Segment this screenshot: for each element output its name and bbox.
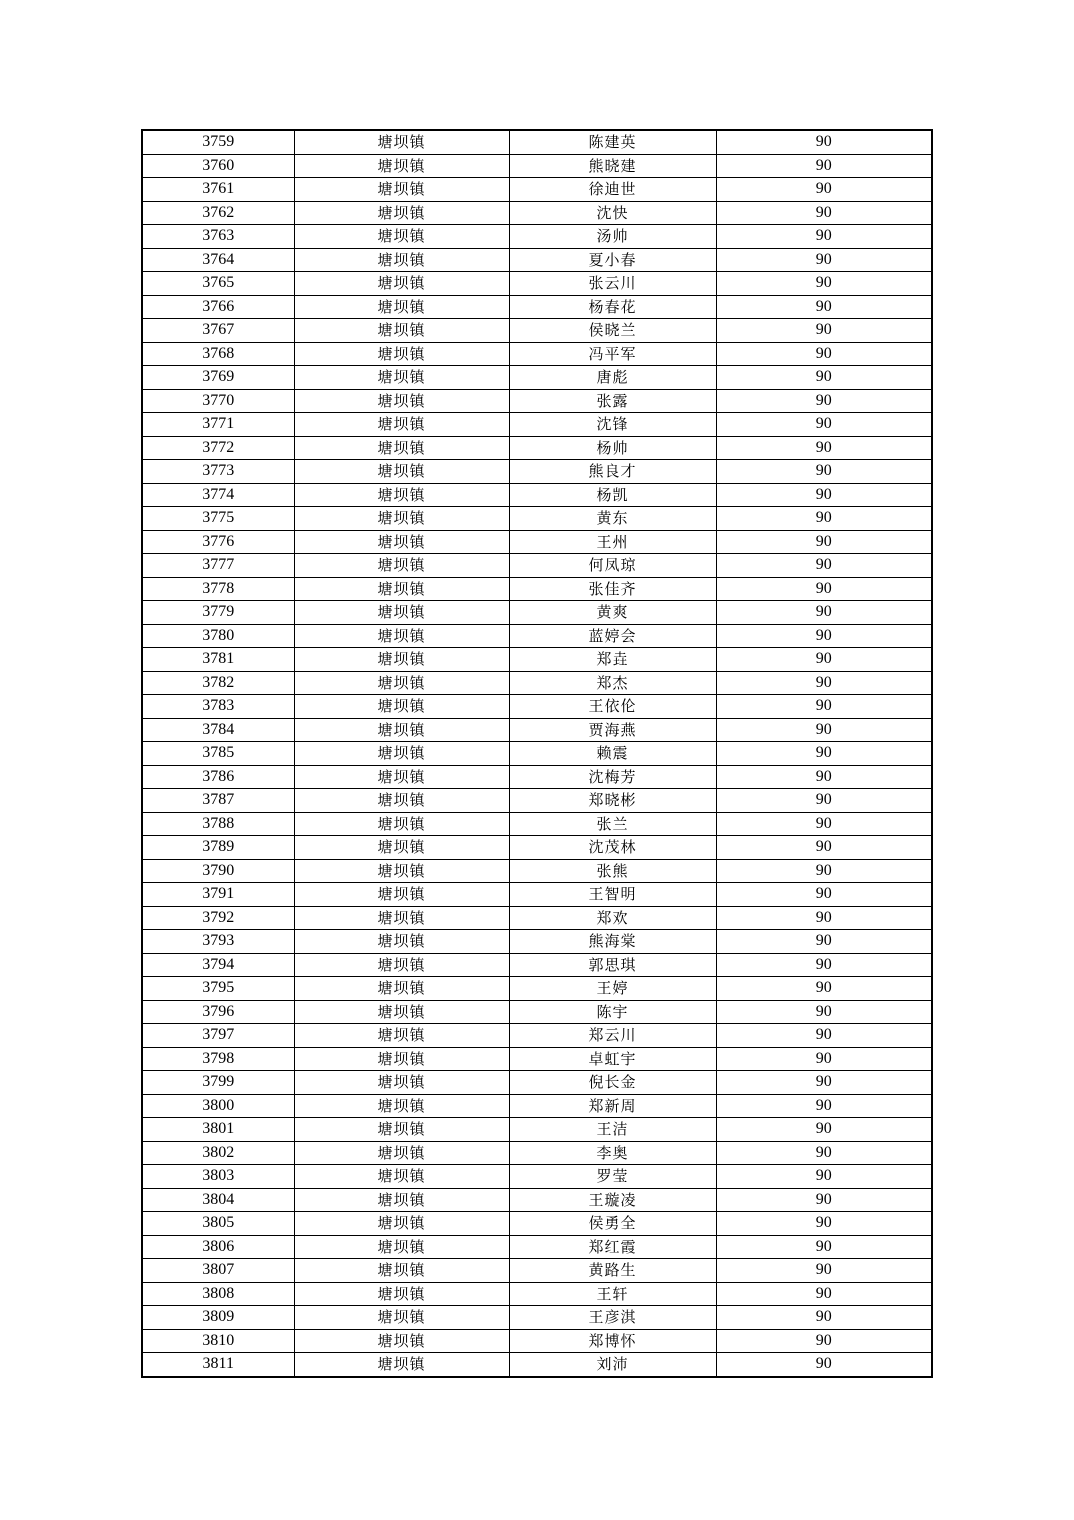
table-row [142, 1000, 932, 1024]
cell-person-name: 刘沛 [509, 1353, 716, 1377]
cell-score: 90 [716, 295, 932, 319]
cell-serial-number: 3780 [142, 624, 294, 648]
cell-score: 90 [716, 342, 932, 366]
table-row [142, 765, 932, 789]
cell-town: 塘坝镇 [294, 1165, 509, 1189]
cell-town: 塘坝镇 [294, 765, 509, 789]
table-row [142, 507, 932, 531]
table-row [142, 1118, 932, 1142]
cell-score: 90 [716, 648, 932, 672]
table-row [142, 1235, 932, 1259]
roster-table-body [142, 130, 932, 1377]
cell-score: 90 [716, 695, 932, 719]
cell-score: 90 [716, 1353, 932, 1377]
table-row [142, 1353, 932, 1377]
table-row [142, 554, 932, 578]
cell-score: 90 [716, 530, 932, 554]
table-row [142, 201, 932, 225]
cell-town: 塘坝镇 [294, 1282, 509, 1306]
cell-serial-number: 3779 [142, 601, 294, 625]
cell-town: 塘坝镇 [294, 812, 509, 836]
cell-town: 塘坝镇 [294, 953, 509, 977]
table-row [142, 1024, 932, 1048]
table-row [142, 248, 932, 272]
cell-person-name: 黄东 [509, 507, 716, 531]
cell-score: 90 [716, 1212, 932, 1236]
cell-score: 90 [716, 1188, 932, 1212]
cell-person-name: 冯平军 [509, 342, 716, 366]
cell-score: 90 [716, 836, 932, 860]
cell-serial-number: 3798 [142, 1047, 294, 1071]
cell-town: 塘坝镇 [294, 1118, 509, 1142]
cell-serial-number: 3776 [142, 530, 294, 554]
table-row [142, 389, 932, 413]
cell-town: 塘坝镇 [294, 859, 509, 883]
cell-score: 90 [716, 248, 932, 272]
cell-serial-number: 3799 [142, 1071, 294, 1095]
cell-serial-number: 3788 [142, 812, 294, 836]
cell-score: 90 [716, 1282, 932, 1306]
table-row [142, 789, 932, 813]
cell-score: 90 [716, 178, 932, 202]
cell-score: 90 [716, 883, 932, 907]
cell-person-name: 杨凯 [509, 483, 716, 507]
cell-serial-number: 3759 [142, 130, 294, 154]
cell-person-name: 张露 [509, 389, 716, 413]
cell-serial-number: 3811 [142, 1353, 294, 1377]
table-row [142, 859, 932, 883]
cell-serial-number: 3796 [142, 1000, 294, 1024]
cell-person-name: 郑博怀 [509, 1329, 716, 1353]
cell-person-name: 侯勇全 [509, 1212, 716, 1236]
cell-score: 90 [716, 436, 932, 460]
table-row [142, 906, 932, 930]
cell-serial-number: 3771 [142, 413, 294, 437]
cell-person-name: 郑云川 [509, 1024, 716, 1048]
cell-serial-number: 3770 [142, 389, 294, 413]
table-row [142, 742, 932, 766]
cell-town: 塘坝镇 [294, 930, 509, 954]
cell-score: 90 [716, 507, 932, 531]
cell-person-name: 熊良才 [509, 460, 716, 484]
cell-town: 塘坝镇 [294, 130, 509, 154]
table-row [142, 1306, 932, 1330]
cell-person-name: 沈锋 [509, 413, 716, 437]
cell-town: 塘坝镇 [294, 225, 509, 249]
table-row [142, 977, 932, 1001]
cell-score: 90 [716, 130, 932, 154]
cell-town: 塘坝镇 [294, 1047, 509, 1071]
cell-serial-number: 3803 [142, 1165, 294, 1189]
cell-town: 塘坝镇 [294, 1071, 509, 1095]
cell-serial-number: 3772 [142, 436, 294, 460]
cell-score: 90 [716, 319, 932, 343]
cell-town: 塘坝镇 [294, 1000, 509, 1024]
cell-serial-number: 3767 [142, 319, 294, 343]
cell-person-name: 熊晓建 [509, 154, 716, 178]
cell-serial-number: 3793 [142, 930, 294, 954]
cell-score: 90 [716, 601, 932, 625]
cell-person-name: 贾海燕 [509, 718, 716, 742]
cell-town: 塘坝镇 [294, 1188, 509, 1212]
table-row [142, 718, 932, 742]
cell-serial-number: 3763 [142, 225, 294, 249]
table-row [142, 225, 932, 249]
cell-serial-number: 3782 [142, 671, 294, 695]
cell-serial-number: 3805 [142, 1212, 294, 1236]
table-row [142, 1212, 932, 1236]
cell-town: 塘坝镇 [294, 1329, 509, 1353]
cell-town: 塘坝镇 [294, 413, 509, 437]
cell-person-name: 郑杰 [509, 671, 716, 695]
cell-person-name: 熊海棠 [509, 930, 716, 954]
table-row [142, 883, 932, 907]
cell-serial-number: 3760 [142, 154, 294, 178]
cell-town: 塘坝镇 [294, 483, 509, 507]
cell-score: 90 [716, 953, 932, 977]
table-row [142, 648, 932, 672]
cell-serial-number: 3768 [142, 342, 294, 366]
cell-score: 90 [716, 765, 932, 789]
table-row [142, 366, 932, 390]
cell-score: 90 [716, 1141, 932, 1165]
cell-score: 90 [716, 1094, 932, 1118]
cell-town: 塘坝镇 [294, 201, 509, 225]
cell-serial-number: 3784 [142, 718, 294, 742]
cell-person-name: 郑新周 [509, 1094, 716, 1118]
cell-town: 塘坝镇 [294, 695, 509, 719]
cell-person-name: 沈梅芳 [509, 765, 716, 789]
cell-score: 90 [716, 1047, 932, 1071]
cell-serial-number: 3778 [142, 577, 294, 601]
cell-score: 90 [716, 1000, 932, 1024]
cell-serial-number: 3791 [142, 883, 294, 907]
cell-serial-number: 3789 [142, 836, 294, 860]
table-row [142, 836, 932, 860]
cell-town: 塘坝镇 [294, 436, 509, 460]
cell-score: 90 [716, 225, 932, 249]
cell-person-name: 郑垚 [509, 648, 716, 672]
cell-person-name: 陈建英 [509, 130, 716, 154]
cell-town: 塘坝镇 [294, 1094, 509, 1118]
cell-person-name: 郑红霞 [509, 1235, 716, 1259]
cell-person-name: 黄爽 [509, 601, 716, 625]
cell-person-name: 沈快 [509, 201, 716, 225]
cell-town: 塘坝镇 [294, 154, 509, 178]
cell-score: 90 [716, 671, 932, 695]
cell-town: 塘坝镇 [294, 530, 509, 554]
cell-person-name: 王洁 [509, 1118, 716, 1142]
cell-person-name: 王婷 [509, 977, 716, 1001]
cell-town: 塘坝镇 [294, 319, 509, 343]
cell-score: 90 [716, 789, 932, 813]
cell-town: 塘坝镇 [294, 601, 509, 625]
cell-town: 塘坝镇 [294, 1212, 509, 1236]
cell-score: 90 [716, 1329, 932, 1353]
table-row [142, 1329, 932, 1353]
cell-serial-number: 3785 [142, 742, 294, 766]
cell-serial-number: 3761 [142, 178, 294, 202]
cell-score: 90 [716, 272, 932, 296]
cell-serial-number: 3800 [142, 1094, 294, 1118]
table-row [142, 1094, 932, 1118]
table-row [142, 812, 932, 836]
cell-serial-number: 3797 [142, 1024, 294, 1048]
cell-town: 塘坝镇 [294, 718, 509, 742]
cell-town: 塘坝镇 [294, 1235, 509, 1259]
table-row [142, 1141, 932, 1165]
cell-town: 塘坝镇 [294, 977, 509, 1001]
cell-town: 塘坝镇 [294, 906, 509, 930]
cell-serial-number: 3795 [142, 977, 294, 1001]
cell-score: 90 [716, 930, 932, 954]
cell-town: 塘坝镇 [294, 624, 509, 648]
cell-serial-number: 3769 [142, 366, 294, 390]
cell-serial-number: 3777 [142, 554, 294, 578]
cell-person-name: 汤帅 [509, 225, 716, 249]
cell-score: 90 [716, 554, 932, 578]
table-row [142, 413, 932, 437]
cell-person-name: 王璇凌 [509, 1188, 716, 1212]
cell-person-name: 张云川 [509, 272, 716, 296]
cell-person-name: 何凤琼 [509, 554, 716, 578]
cell-person-name: 郑晓彬 [509, 789, 716, 813]
table-row [142, 130, 932, 154]
table-row [142, 1282, 932, 1306]
table-row [142, 1188, 932, 1212]
cell-serial-number: 3764 [142, 248, 294, 272]
cell-town: 塘坝镇 [294, 789, 509, 813]
table-row [142, 1071, 932, 1095]
cell-score: 90 [716, 1024, 932, 1048]
cell-person-name: 王轩 [509, 1282, 716, 1306]
cell-person-name: 唐彪 [509, 366, 716, 390]
cell-score: 90 [716, 154, 932, 178]
cell-serial-number: 3766 [142, 295, 294, 319]
cell-town: 塘坝镇 [294, 342, 509, 366]
cell-score: 90 [716, 1306, 932, 1330]
cell-serial-number: 3808 [142, 1282, 294, 1306]
cell-score: 90 [716, 624, 932, 648]
cell-serial-number: 3762 [142, 201, 294, 225]
cell-person-name: 杨帅 [509, 436, 716, 460]
cell-town: 塘坝镇 [294, 671, 509, 695]
cell-serial-number: 3801 [142, 1118, 294, 1142]
cell-person-name: 张佳齐 [509, 577, 716, 601]
cell-town: 塘坝镇 [294, 366, 509, 390]
cell-score: 90 [716, 812, 932, 836]
table-row [142, 1165, 932, 1189]
table-row [142, 671, 932, 695]
cell-person-name: 张兰 [509, 812, 716, 836]
cell-serial-number: 3806 [142, 1235, 294, 1259]
cell-score: 90 [716, 859, 932, 883]
table-row [142, 953, 932, 977]
cell-town: 塘坝镇 [294, 1353, 509, 1377]
cell-town: 塘坝镇 [294, 272, 509, 296]
cell-serial-number: 3787 [142, 789, 294, 813]
cell-serial-number: 3773 [142, 460, 294, 484]
cell-town: 塘坝镇 [294, 1259, 509, 1283]
cell-person-name: 赖震 [509, 742, 716, 766]
cell-serial-number: 3810 [142, 1329, 294, 1353]
cell-serial-number: 3802 [142, 1141, 294, 1165]
cell-serial-number: 3786 [142, 765, 294, 789]
table-row [142, 295, 932, 319]
cell-score: 90 [716, 906, 932, 930]
cell-person-name: 蓝婷会 [509, 624, 716, 648]
cell-person-name: 王彦淇 [509, 1306, 716, 1330]
cell-serial-number: 3794 [142, 953, 294, 977]
cell-town: 塘坝镇 [294, 1024, 509, 1048]
table-row [142, 460, 932, 484]
cell-person-name: 罗莹 [509, 1165, 716, 1189]
cell-score: 90 [716, 1165, 932, 1189]
cell-person-name: 杨春花 [509, 295, 716, 319]
cell-score: 90 [716, 413, 932, 437]
cell-town: 塘坝镇 [294, 883, 509, 907]
cell-person-name: 卓虹宇 [509, 1047, 716, 1071]
cell-town: 塘坝镇 [294, 460, 509, 484]
table-row [142, 695, 932, 719]
cell-score: 90 [716, 1259, 932, 1283]
cell-town: 塘坝镇 [294, 295, 509, 319]
cell-person-name: 王智明 [509, 883, 716, 907]
cell-score: 90 [716, 201, 932, 225]
cell-score: 90 [716, 389, 932, 413]
table-row [142, 577, 932, 601]
cell-serial-number: 3765 [142, 272, 294, 296]
cell-serial-number: 3781 [142, 648, 294, 672]
cell-person-name: 李奥 [509, 1141, 716, 1165]
table-row [142, 272, 932, 296]
cell-serial-number: 3775 [142, 507, 294, 531]
cell-person-name: 徐迪世 [509, 178, 716, 202]
cell-person-name: 王州 [509, 530, 716, 554]
cell-person-name: 陈宇 [509, 1000, 716, 1024]
cell-score: 90 [716, 718, 932, 742]
cell-score: 90 [716, 577, 932, 601]
roster-table [141, 129, 933, 1378]
cell-town: 塘坝镇 [294, 248, 509, 272]
cell-town: 塘坝镇 [294, 742, 509, 766]
cell-town: 塘坝镇 [294, 1306, 509, 1330]
table-row [142, 930, 932, 954]
table-row [142, 436, 932, 460]
table-row [142, 601, 932, 625]
cell-person-name: 夏小春 [509, 248, 716, 272]
table-row [142, 1047, 932, 1071]
cell-serial-number: 3804 [142, 1188, 294, 1212]
cell-person-name: 郑欢 [509, 906, 716, 930]
cell-person-name: 倪长金 [509, 1071, 716, 1095]
cell-score: 90 [716, 1071, 932, 1095]
cell-person-name: 郭思琪 [509, 953, 716, 977]
table-row [142, 319, 932, 343]
cell-town: 塘坝镇 [294, 554, 509, 578]
table-row [142, 342, 932, 366]
table-row [142, 1259, 932, 1283]
cell-score: 90 [716, 483, 932, 507]
cell-person-name: 侯晓兰 [509, 319, 716, 343]
cell-serial-number: 3792 [142, 906, 294, 930]
cell-score: 90 [716, 1118, 932, 1142]
cell-town: 塘坝镇 [294, 178, 509, 202]
cell-score: 90 [716, 977, 932, 1001]
cell-town: 塘坝镇 [294, 507, 509, 531]
table-row [142, 624, 932, 648]
cell-serial-number: 3774 [142, 483, 294, 507]
cell-score: 90 [716, 1235, 932, 1259]
cell-town: 塘坝镇 [294, 389, 509, 413]
cell-person-name: 黄路生 [509, 1259, 716, 1283]
table-row [142, 483, 932, 507]
cell-town: 塘坝镇 [294, 1141, 509, 1165]
table-row [142, 178, 932, 202]
cell-serial-number: 3809 [142, 1306, 294, 1330]
cell-serial-number: 3807 [142, 1259, 294, 1283]
cell-person-name: 张熊 [509, 859, 716, 883]
cell-town: 塘坝镇 [294, 577, 509, 601]
cell-serial-number: 3790 [142, 859, 294, 883]
cell-score: 90 [716, 460, 932, 484]
table-row [142, 154, 932, 178]
table-row [142, 530, 932, 554]
cell-town: 塘坝镇 [294, 836, 509, 860]
cell-score: 90 [716, 742, 932, 766]
cell-person-name: 王依伦 [509, 695, 716, 719]
cell-score: 90 [716, 366, 932, 390]
cell-town: 塘坝镇 [294, 648, 509, 672]
cell-person-name: 沈茂林 [509, 836, 716, 860]
cell-serial-number: 3783 [142, 695, 294, 719]
